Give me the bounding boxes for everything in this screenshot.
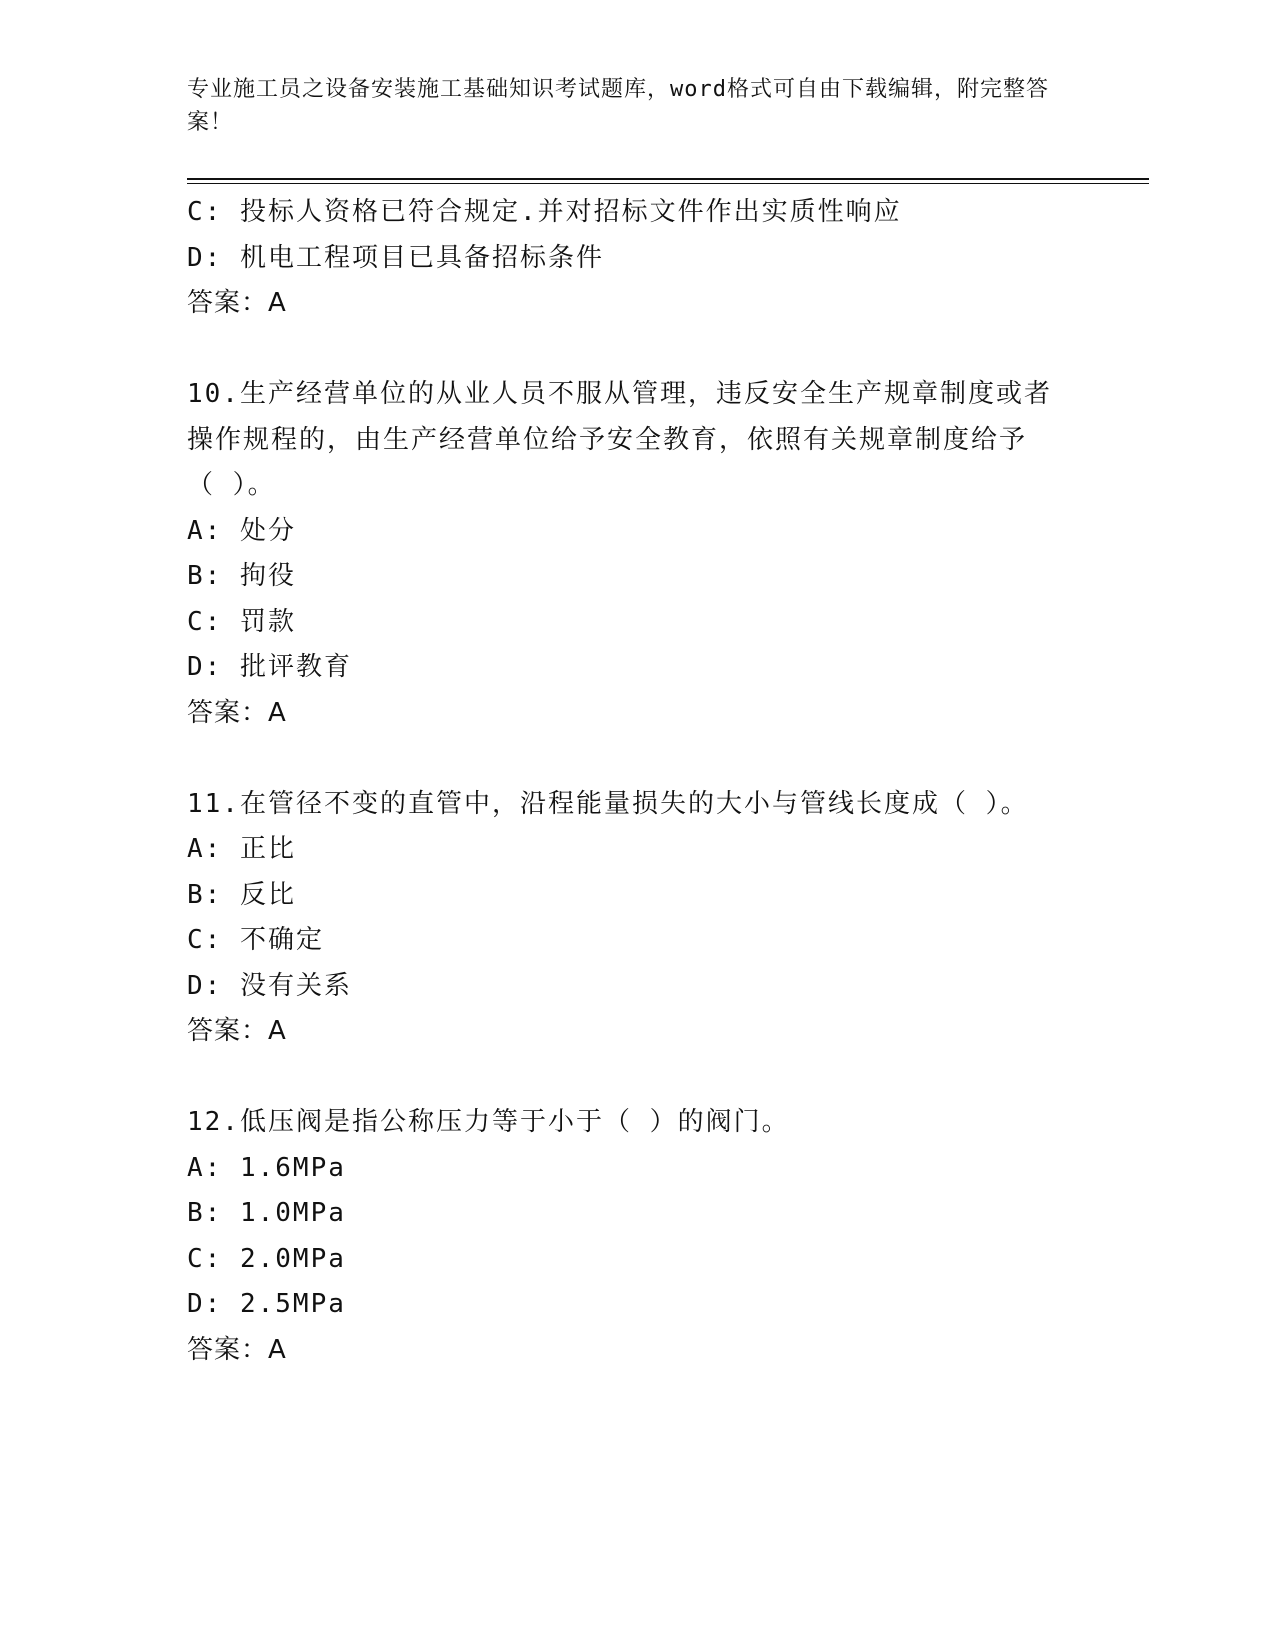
option-d bbox=[187, 236, 1087, 282]
option-c bbox=[187, 1237, 1087, 1283]
option-label: D: bbox=[187, 970, 223, 1001]
header-divider-thick bbox=[187, 178, 1149, 180]
option-text: 罚款 bbox=[239, 606, 296, 637]
option-label: C: bbox=[187, 197, 223, 227]
option-text: 投标人资格已符合规定.并对招标文件作出实质性响应 bbox=[239, 197, 902, 227]
option-d bbox=[187, 645, 1087, 691]
spacer bbox=[187, 736, 1087, 782]
option-text: 处分 bbox=[239, 515, 296, 546]
option-text: 批评教育 bbox=[239, 652, 352, 682]
option-label: A: bbox=[187, 515, 223, 546]
answer-line: 答案：A bbox=[187, 1016, 287, 1046]
option-c bbox=[187, 190, 1087, 236]
option-label: B: bbox=[187, 879, 223, 910]
option-text: 拘役 bbox=[239, 561, 296, 591]
option-text: 反比 bbox=[239, 879, 296, 910]
option-d bbox=[187, 964, 1087, 1010]
option-label: B: bbox=[187, 561, 223, 591]
option-a bbox=[187, 1146, 1087, 1192]
option-label: A: bbox=[187, 1152, 223, 1183]
question-10 bbox=[187, 372, 1087, 736]
option-c bbox=[187, 600, 1087, 646]
spacer bbox=[187, 1055, 1087, 1101]
header-divider-thin bbox=[187, 183, 1149, 184]
question-stem-line: 操作规程的，由生产经营单位给予安全教育，依照有关规章制度给予 bbox=[187, 424, 1028, 455]
option-text: 不确定 bbox=[239, 925, 324, 955]
document-header: 专业施工员之设备安装施工基础知识考试题库，word格式可自由下载编辑，附完整答案！ bbox=[187, 77, 1049, 135]
option-text: 正比 bbox=[239, 834, 296, 864]
answer-line: 答案：A bbox=[187, 697, 287, 728]
option-a bbox=[187, 827, 1087, 873]
option-label: D: bbox=[187, 1289, 223, 1319]
question-12 bbox=[187, 1100, 1087, 1373]
option-label: D: bbox=[187, 652, 223, 682]
option-label: D: bbox=[187, 242, 223, 273]
option-label: B: bbox=[187, 1198, 223, 1228]
option-a bbox=[187, 509, 1087, 555]
option-label: A: bbox=[187, 834, 223, 864]
option-text: 1.0MPa bbox=[239, 1198, 346, 1228]
option-text: 没有关系 bbox=[239, 970, 352, 1001]
option-text: 机电工程项目已具备招标条件 bbox=[239, 242, 604, 273]
option-text: 1.6MPa bbox=[239, 1152, 346, 1183]
option-label: C: bbox=[187, 1243, 223, 1274]
option-label: C: bbox=[187, 606, 223, 637]
option-d bbox=[187, 1282, 1087, 1328]
option-b bbox=[187, 873, 1087, 919]
question-stem-line: 10.生产经营单位的从业人员不服从管理，违反安全生产规章制度或者 bbox=[187, 379, 1052, 409]
option-b bbox=[187, 554, 1087, 600]
spacer bbox=[187, 327, 1087, 373]
answer-line: 答案：A bbox=[187, 288, 287, 318]
option-label: C: bbox=[187, 925, 223, 955]
partial-question bbox=[187, 190, 1087, 327]
option-b bbox=[187, 1191, 1087, 1237]
option-c bbox=[187, 918, 1087, 964]
answer-line: 答案：A bbox=[187, 1334, 287, 1365]
question-content bbox=[187, 190, 1087, 1373]
option-text: 2.5MPa bbox=[239, 1289, 346, 1319]
question-stem-line: 12.低压阀是指公称压力等于小于（ ）的阀门。 bbox=[187, 1107, 790, 1137]
option-text: 2.0MPa bbox=[239, 1243, 346, 1274]
question-stem-line: （ ）。 bbox=[187, 470, 276, 500]
question-stem-line: 11.在管径不变的直管中，沿程能量损失的大小与管线长度成（ ）。 bbox=[187, 788, 1029, 819]
question-11 bbox=[187, 782, 1087, 1055]
